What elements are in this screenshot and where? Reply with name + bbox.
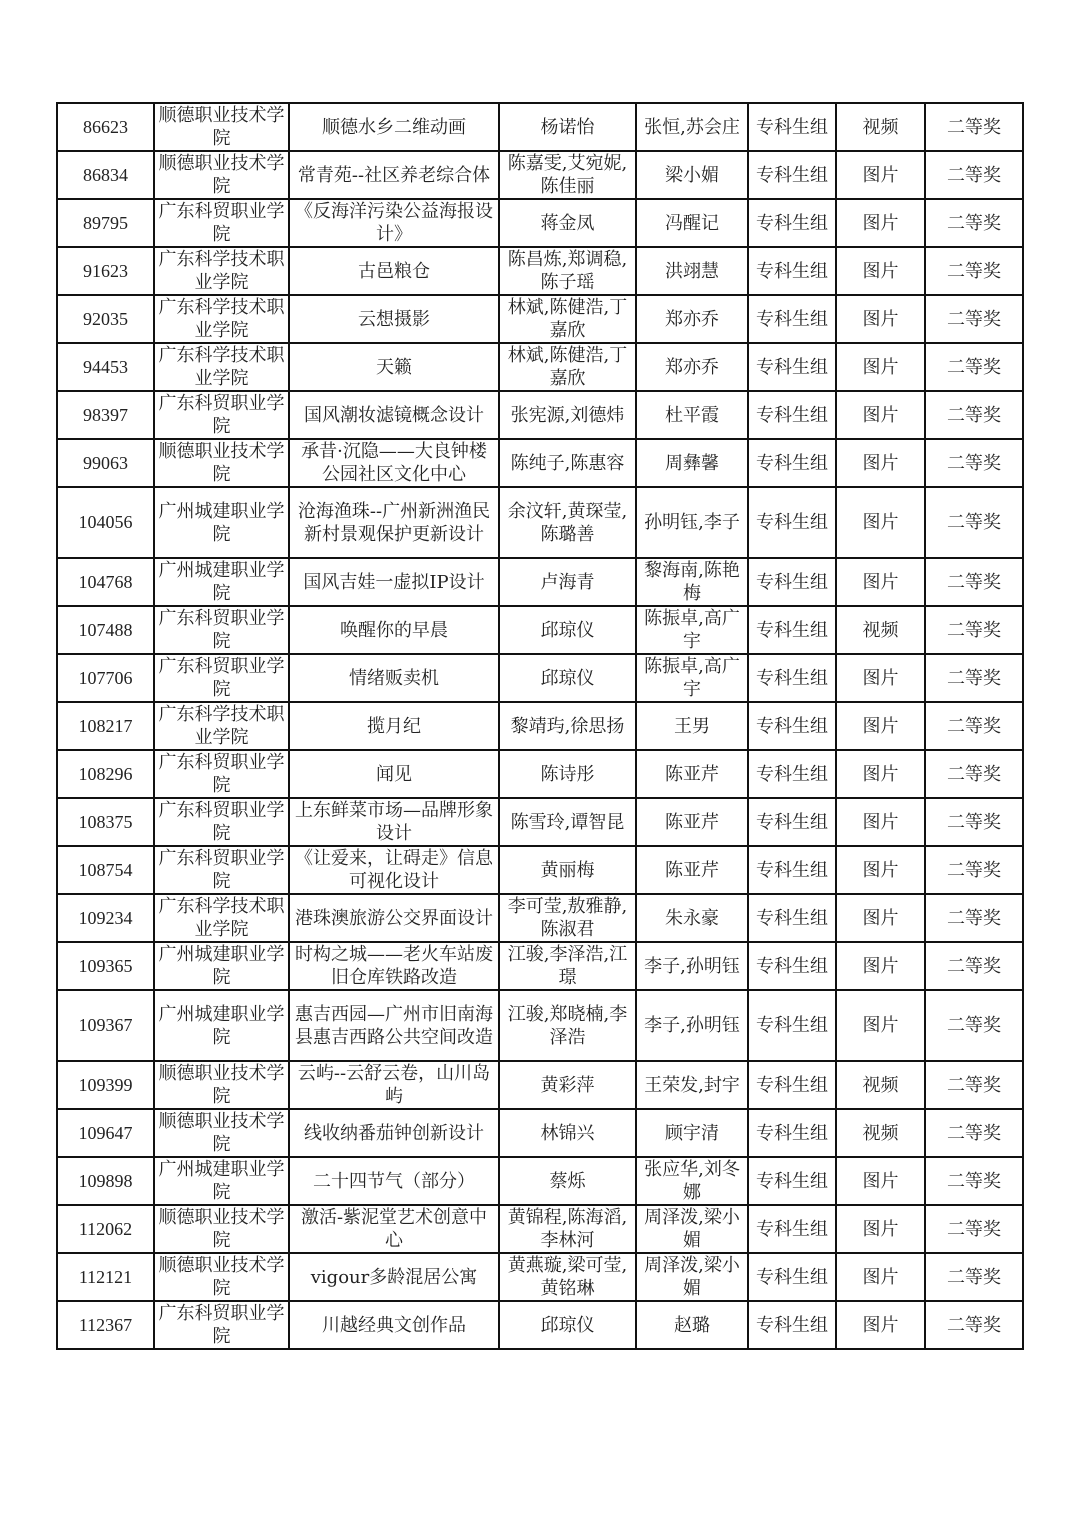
award-cell: 二等奖: [925, 750, 1023, 798]
award-cell: 二等奖: [925, 702, 1023, 750]
media-type-cell: 图片: [836, 295, 925, 343]
group-cell: 专科生组: [748, 750, 836, 798]
entry-id-cell: 112121: [57, 1253, 154, 1301]
group-cell: 专科生组: [748, 343, 836, 391]
group-cell: 专科生组: [748, 247, 836, 295]
media-type-cell: 图片: [836, 702, 925, 750]
advisors-cell: 陈亚芹: [636, 846, 748, 894]
advisors-cell: 朱永豪: [636, 894, 748, 942]
entry-id-cell: 109234: [57, 894, 154, 942]
media-type-cell: 图片: [836, 247, 925, 295]
authors-cell: 林斌,陈健浩,丁嘉欣: [499, 295, 636, 343]
entry-id-cell: 98397: [57, 391, 154, 439]
authors-cell: 邱琼仪: [499, 1301, 636, 1349]
authors-cell: 黄燕璇,梁可莹,黄铭琳: [499, 1253, 636, 1301]
group-cell: 专科生组: [748, 439, 836, 487]
advisors-cell: 王荣发,封宇: [636, 1061, 748, 1109]
advisors-cell: 郑亦乔: [636, 343, 748, 391]
award-cell: 二等奖: [925, 846, 1023, 894]
authors-cell: 陈诗彤: [499, 750, 636, 798]
authors-cell: 江骏,郑晓楠,李泽浩: [499, 990, 636, 1061]
work-title-cell: 云屿--云舒云卷，山川岛屿: [289, 1061, 499, 1109]
advisors-cell: 李子,孙明钰: [636, 990, 748, 1061]
authors-cell: 黄锦程,陈海滔,李林河: [499, 1205, 636, 1253]
advisors-cell: 陈振卓,高广宇: [636, 606, 748, 654]
entry-id-cell: 86834: [57, 151, 154, 199]
advisors-cell: 周泽泼,梁小媚: [636, 1205, 748, 1253]
entry-id-cell: 94453: [57, 343, 154, 391]
table-row: [57, 1157, 1023, 1205]
advisors-cell: 张恒,苏会庄: [636, 103, 748, 151]
award-cell: 二等奖: [925, 391, 1023, 439]
group-cell: 专科生组: [748, 1205, 836, 1253]
advisors-cell: 顾宇清: [636, 1109, 748, 1157]
group-cell: 专科生组: [748, 1157, 836, 1205]
advisors-cell: 洪翊慧: [636, 247, 748, 295]
school-cell: 广东科学技术职业学院: [154, 343, 289, 391]
group-cell: 专科生组: [748, 295, 836, 343]
table-row: [57, 558, 1023, 606]
table-row: [57, 1109, 1023, 1157]
award-cell: 二等奖: [925, 247, 1023, 295]
school-cell: 顺德职业技术学院: [154, 439, 289, 487]
advisors-cell: 梁小媚: [636, 151, 748, 199]
entry-id-cell: 109647: [57, 1109, 154, 1157]
school-cell: 广东科学技术职业学院: [154, 295, 289, 343]
award-cell: 二等奖: [925, 1109, 1023, 1157]
award-cell: 二等奖: [925, 1301, 1023, 1349]
media-type-cell: 图片: [836, 1301, 925, 1349]
award-cell: 二等奖: [925, 1157, 1023, 1205]
work-title-cell: 天籁: [289, 343, 499, 391]
school-cell: 广东科贸职业学院: [154, 606, 289, 654]
award-cell: 二等奖: [925, 199, 1023, 247]
group-cell: 专科生组: [748, 894, 836, 942]
group-cell: 专科生组: [748, 606, 836, 654]
school-cell: 广东科学技术职业学院: [154, 894, 289, 942]
work-title-cell: 揽月纪: [289, 702, 499, 750]
award-cell: 二等奖: [925, 295, 1023, 343]
group-cell: 专科生组: [748, 702, 836, 750]
entry-id-cell: 109399: [57, 1061, 154, 1109]
award-cell: 二等奖: [925, 558, 1023, 606]
media-type-cell: 视频: [836, 1061, 925, 1109]
authors-cell: 卢海青: [499, 558, 636, 606]
award-cell: 二等奖: [925, 798, 1023, 846]
entry-id-cell: 108375: [57, 798, 154, 846]
media-type-cell: 图片: [836, 151, 925, 199]
table-row: [57, 606, 1023, 654]
table-row: [57, 103, 1023, 151]
table-row: [57, 1301, 1023, 1349]
award-cell: 二等奖: [925, 343, 1023, 391]
school-cell: 广州城建职业学院: [154, 942, 289, 990]
work-title-cell: 线收纳番茄钟创新设计: [289, 1109, 499, 1157]
media-type-cell: 图片: [836, 990, 925, 1061]
award-cell: 二等奖: [925, 439, 1023, 487]
entry-id-cell: 89795: [57, 199, 154, 247]
group-cell: 专科生组: [748, 391, 836, 439]
group-cell: 专科生组: [748, 1301, 836, 1349]
media-type-cell: 图片: [836, 654, 925, 702]
work-title-cell: 二十四节气（部分）: [289, 1157, 499, 1205]
media-type-cell: 图片: [836, 1205, 925, 1253]
work-title-cell: 国风潮妆滤镜概念设计: [289, 391, 499, 439]
advisors-cell: 赵璐: [636, 1301, 748, 1349]
table-row: [57, 1253, 1023, 1301]
table-row: [57, 1205, 1023, 1253]
table-row: [57, 439, 1023, 487]
work-title-cell: 常青苑--社区养老综合体: [289, 151, 499, 199]
advisors-cell: 杜平霞: [636, 391, 748, 439]
entry-id-cell: 109365: [57, 942, 154, 990]
authors-cell: 李可莹,敖雅静,陈淑君: [499, 894, 636, 942]
entry-id-cell: 108217: [57, 702, 154, 750]
work-title-cell: 港珠澳旅游公交界面设计: [289, 894, 499, 942]
school-cell: 广州城建职业学院: [154, 487, 289, 558]
media-type-cell: 图片: [836, 439, 925, 487]
advisors-cell: 王男: [636, 702, 748, 750]
school-cell: 广东科贸职业学院: [154, 798, 289, 846]
authors-cell: 江骏,李泽浩,江璟: [499, 942, 636, 990]
authors-cell: 邱琼仪: [499, 654, 636, 702]
advisors-cell: 郑亦乔: [636, 295, 748, 343]
entry-id-cell: 86623: [57, 103, 154, 151]
entry-id-cell: 104056: [57, 487, 154, 558]
table-row: [57, 343, 1023, 391]
award-cell: 二等奖: [925, 990, 1023, 1061]
entry-id-cell: 92035: [57, 295, 154, 343]
media-type-cell: 图片: [836, 558, 925, 606]
award-cell: 二等奖: [925, 1061, 1023, 1109]
advisors-cell: 周泽泼,梁小媚: [636, 1253, 748, 1301]
authors-cell: 林斌,陈健浩,丁嘉欣: [499, 343, 636, 391]
group-cell: 专科生组: [748, 1109, 836, 1157]
media-type-cell: 图片: [836, 798, 925, 846]
group-cell: 专科生组: [748, 199, 836, 247]
school-cell: 广东科贸职业学院: [154, 750, 289, 798]
table-row: [57, 990, 1023, 1061]
media-type-cell: 图片: [836, 846, 925, 894]
school-cell: 顺德职业技术学院: [154, 103, 289, 151]
school-cell: 广州城建职业学院: [154, 558, 289, 606]
table-row: [57, 391, 1023, 439]
award-table: [56, 102, 1024, 1350]
work-title-cell: 惠吉西园—广州市旧南海县惠吉西路公共空间改造: [289, 990, 499, 1061]
authors-cell: 蔡烁: [499, 1157, 636, 1205]
authors-cell: 杨诺怡: [499, 103, 636, 151]
advisors-cell: 冯醒记: [636, 199, 748, 247]
authors-cell: 余汶轩,黄琛莹,陈璐善: [499, 487, 636, 558]
entry-id-cell: 107706: [57, 654, 154, 702]
work-title-cell: 承昔·沉隐——大良钟楼公园社区文化中心: [289, 439, 499, 487]
school-cell: 广东科贸职业学院: [154, 654, 289, 702]
table-row: [57, 295, 1023, 343]
table-row: [57, 702, 1023, 750]
media-type-cell: 图片: [836, 942, 925, 990]
advisors-cell: 陈亚芹: [636, 750, 748, 798]
group-cell: 专科生组: [748, 846, 836, 894]
entry-id-cell: 91623: [57, 247, 154, 295]
entry-id-cell: 108754: [57, 846, 154, 894]
award-list-page: [56, 102, 1024, 1350]
media-type-cell: 图片: [836, 1157, 925, 1205]
work-title-cell: 时构之城——老火车站废旧仓库铁路改造: [289, 942, 499, 990]
school-cell: 顺德职业技术学院: [154, 1061, 289, 1109]
work-title-cell: vigour多龄混居公寓: [289, 1253, 499, 1301]
authors-cell: 陈纯子,陈惠容: [499, 439, 636, 487]
media-type-cell: 图片: [836, 894, 925, 942]
school-cell: 广州城建职业学院: [154, 990, 289, 1061]
table-body: [57, 103, 1023, 1349]
work-title-cell: 川越经典文创作品: [289, 1301, 499, 1349]
group-cell: 专科生组: [748, 990, 836, 1061]
table-row: [57, 798, 1023, 846]
work-title-cell: 云想摄影: [289, 295, 499, 343]
table-row: [57, 1061, 1023, 1109]
group-cell: 专科生组: [748, 558, 836, 606]
entry-id-cell: 109367: [57, 990, 154, 1061]
school-cell: 广州城建职业学院: [154, 1157, 289, 1205]
table-row: [57, 487, 1023, 558]
authors-cell: 黎靖玙,徐思扬: [499, 702, 636, 750]
work-title-cell: 顺德水乡二维动画: [289, 103, 499, 151]
work-title-cell: 激活-紫泥堂艺术创意中心: [289, 1205, 499, 1253]
authors-cell: 蒋金凤: [499, 199, 636, 247]
award-cell: 二等奖: [925, 487, 1023, 558]
media-type-cell: 视频: [836, 1109, 925, 1157]
school-cell: 广东科学技术职业学院: [154, 247, 289, 295]
entry-id-cell: 104768: [57, 558, 154, 606]
school-cell: 广东科学技术职业学院: [154, 702, 289, 750]
award-cell: 二等奖: [925, 942, 1023, 990]
advisors-cell: 李子,孙明钰: [636, 942, 748, 990]
authors-cell: 黄彩萍: [499, 1061, 636, 1109]
work-title-cell: 国风吉娃一虚拟IP设计: [289, 558, 499, 606]
work-title-cell: 沧海渔珠--广州新洲渔民新村景观保护更新设计: [289, 487, 499, 558]
table-row: [57, 846, 1023, 894]
school-cell: 广东科贸职业学院: [154, 391, 289, 439]
school-cell: 广东科贸职业学院: [154, 1301, 289, 1349]
award-cell: 二等奖: [925, 1253, 1023, 1301]
work-title-cell: 闻见: [289, 750, 499, 798]
group-cell: 专科生组: [748, 103, 836, 151]
group-cell: 专科生组: [748, 654, 836, 702]
authors-cell: 张宪源,刘德炜: [499, 391, 636, 439]
award-cell: 二等奖: [925, 894, 1023, 942]
media-type-cell: 图片: [836, 750, 925, 798]
media-type-cell: 图片: [836, 199, 925, 247]
table-row: [57, 151, 1023, 199]
group-cell: 专科生组: [748, 151, 836, 199]
authors-cell: 邱琼仪: [499, 606, 636, 654]
award-cell: 二等奖: [925, 606, 1023, 654]
table-row: [57, 199, 1023, 247]
group-cell: 专科生组: [748, 1061, 836, 1109]
entry-id-cell: 99063: [57, 439, 154, 487]
advisors-cell: 周彝馨: [636, 439, 748, 487]
entry-id-cell: 108296: [57, 750, 154, 798]
advisors-cell: 黎海南,陈艳梅: [636, 558, 748, 606]
work-title-cell: 古邑粮仓: [289, 247, 499, 295]
authors-cell: 陈嘉雯,艾宛妮,陈佳丽: [499, 151, 636, 199]
work-title-cell: 《让爱来，让碍走》信息可视化设计: [289, 846, 499, 894]
group-cell: 专科生组: [748, 798, 836, 846]
table-row: [57, 750, 1023, 798]
media-type-cell: 图片: [836, 391, 925, 439]
work-title-cell: 情绪贩卖机: [289, 654, 499, 702]
media-type-cell: 图片: [836, 1253, 925, 1301]
table-row: [57, 654, 1023, 702]
school-cell: 广东科贸职业学院: [154, 199, 289, 247]
group-cell: 专科生组: [748, 1253, 836, 1301]
table-row: [57, 942, 1023, 990]
media-type-cell: 图片: [836, 487, 925, 558]
school-cell: 顺德职业技术学院: [154, 151, 289, 199]
advisors-cell: 张应华,刘冬娜: [636, 1157, 748, 1205]
authors-cell: 陈昌炼,郑调稳,陈子瑶: [499, 247, 636, 295]
school-cell: 顺德职业技术学院: [154, 1109, 289, 1157]
award-cell: 二等奖: [925, 654, 1023, 702]
entry-id-cell: 112367: [57, 1301, 154, 1349]
authors-cell: 陈雪玲,谭智昆: [499, 798, 636, 846]
work-title-cell: 《反海洋污染公益海报设计》: [289, 199, 499, 247]
entry-id-cell: 109898: [57, 1157, 154, 1205]
advisors-cell: 陈亚芹: [636, 798, 748, 846]
award-cell: 二等奖: [925, 103, 1023, 151]
award-cell: 二等奖: [925, 1205, 1023, 1253]
advisors-cell: 孙明钰,李子: [636, 487, 748, 558]
group-cell: 专科生组: [748, 487, 836, 558]
authors-cell: 黄丽梅: [499, 846, 636, 894]
work-title-cell: 上东鲜菜市场—品牌形象设计: [289, 798, 499, 846]
media-type-cell: 视频: [836, 103, 925, 151]
advisors-cell: 陈振卓,高广宇: [636, 654, 748, 702]
authors-cell: 林锦兴: [499, 1109, 636, 1157]
work-title-cell: 唤醒你的早晨: [289, 606, 499, 654]
media-type-cell: 图片: [836, 343, 925, 391]
entry-id-cell: 107488: [57, 606, 154, 654]
school-cell: 顺德职业技术学院: [154, 1253, 289, 1301]
school-cell: 顺德职业技术学院: [154, 1205, 289, 1253]
media-type-cell: 视频: [836, 606, 925, 654]
table-row: [57, 894, 1023, 942]
award-cell: 二等奖: [925, 151, 1023, 199]
table-row: [57, 247, 1023, 295]
school-cell: 广东科贸职业学院: [154, 846, 289, 894]
entry-id-cell: 112062: [57, 1205, 154, 1253]
group-cell: 专科生组: [748, 942, 836, 990]
